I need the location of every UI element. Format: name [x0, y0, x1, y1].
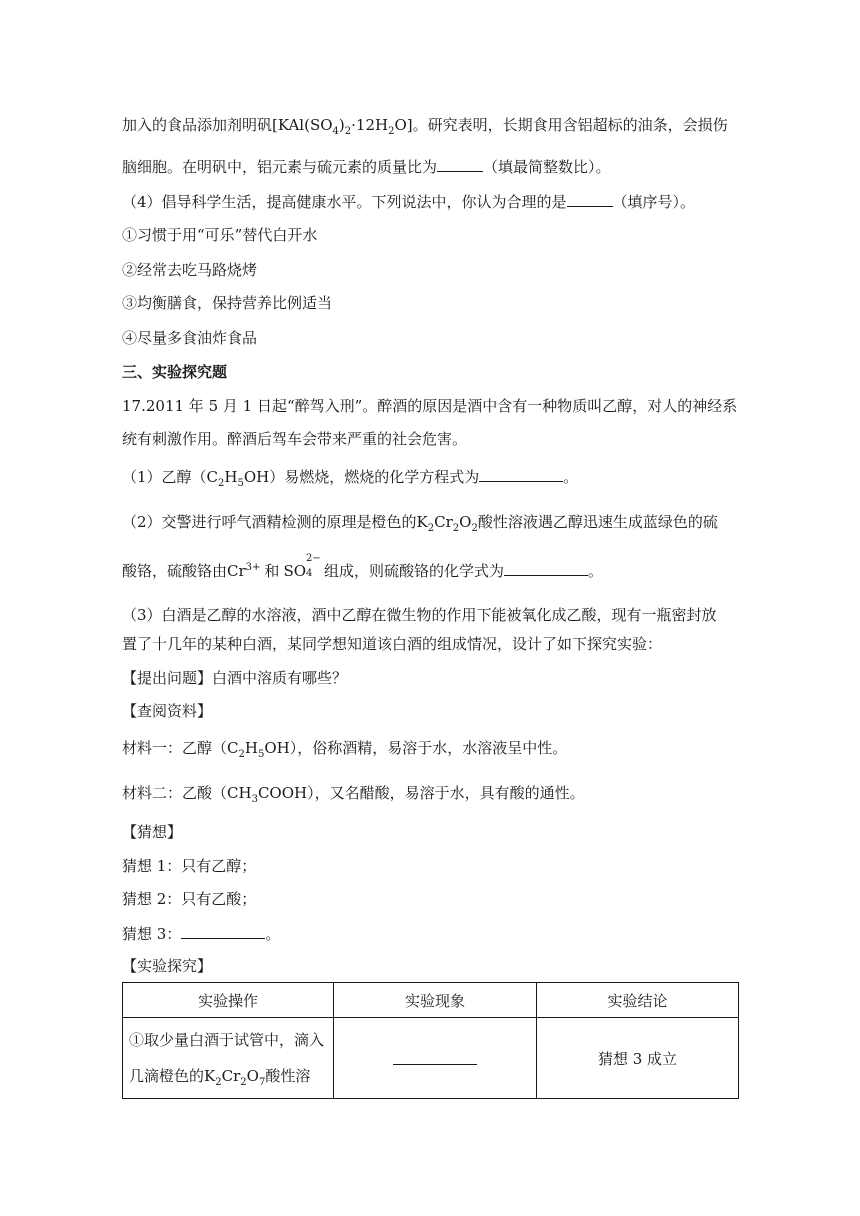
text-line-mass-ratio: 脑细胞。在明矾中，铝元素与硫元素的质量比为 （填最简整数比）。	[122, 155, 611, 178]
experiment-table	[122, 982, 739, 1099]
table-header: 实验结论	[537, 983, 739, 1018]
ethanol-formula: $C_2H_5OH$	[206, 468, 270, 489]
table-header-row	[123, 983, 739, 1018]
material-1: 材料一：乙醇$(C_2H_5OH)$，俗称酒精，易溶于水，水溶液呈中性。	[122, 739, 568, 760]
question-17-part3-line1: （3）白酒是乙醇的水溶液，酒中乙醇在微生物的作用下能被氧化成乙酸，现有一瓶密封放	[122, 606, 717, 624]
option-1: ①习惯于用“可乐”替代白开水	[122, 226, 318, 244]
option-3: ③均衡膳食，保持营养比例适当	[122, 294, 333, 312]
dichromate-formula: $K_2Cr_2O_2$	[416, 513, 478, 534]
table-header: 实验现象	[334, 983, 537, 1018]
guess-2: 猜想 2：只有乙酸；	[122, 890, 257, 908]
heading-ask: 【提出问题】白酒中溶质有哪些？	[122, 669, 348, 687]
acetic-acid-formula: $CH_3COOH$	[227, 784, 308, 805]
answer-blank[interactable]	[437, 155, 483, 172]
text-segment: 加入的食品添加剂明矾	[122, 116, 273, 134]
question-17-part2-line1: （2）交警进行呼气酒精检测的原理是橙色的$K_2Cr_2O_2$酸性溶液遇乙醇迅速生成蓝绿色的硫	[122, 513, 718, 534]
guess-1: 猜想 1：只有乙醇；	[122, 857, 257, 875]
section-heading: 三、实验探究题	[122, 363, 228, 381]
guess-3: 猜想 3： 。	[122, 922, 280, 945]
material-2: 材料二：乙酸$(CH_3COOH)$，又名醋酸，易溶于水，具有酸的通性。	[122, 784, 585, 805]
question-17-part1: （1）乙醇$(C_2H_5OH)$易燃烧，燃烧的化学方程式为 。	[122, 465, 578, 488]
question-4: （4）倡导科学生活，提高健康水平。下列说法中，你认为合理的是 （填序号）。	[122, 190, 695, 213]
table-cell-phenomenon	[334, 1018, 537, 1099]
option-4: ④尽量多食油炸食品	[122, 329, 258, 347]
heading-guess: 【猜想】	[122, 823, 183, 841]
question-17-line1: 17.2011 年 5 月 1 日起“醉驾入刑”。醉酒的原因是酒中含有一种物质叫乙醇，对人的神经系	[122, 397, 738, 415]
sulfate-ion: SO 2− 4	[283, 553, 321, 580]
table-cell-operation: ①取少量白酒于试管中，滴入 几滴橙色的$K_2Cr_2O_7$酸性溶	[123, 1018, 334, 1099]
alum-formula: $[KAl(SO_4)_2\cdot 12H_2O]$	[272, 116, 413, 137]
answer-blank[interactable]	[393, 1048, 477, 1065]
heading-reference: 【查阅资料】	[122, 702, 213, 720]
table-header: 实验操作	[123, 983, 334, 1018]
dichromate-formula: $K_2Cr_2O_7$	[204, 1067, 266, 1088]
text-segment: 。研究表明，长期食用含铝超标的油条，会损伤	[412, 116, 728, 134]
question-17-line2: 统有刺激作用。醉酒后驾车会带来严重的社会危害。	[122, 430, 468, 448]
answer-blank[interactable]	[567, 190, 613, 207]
ethanol-formula: $C_2H_5OH$	[227, 739, 290, 760]
answer-blank[interactable]	[504, 559, 588, 576]
heading-explore: 【实验探究】	[122, 957, 213, 975]
answer-blank[interactable]	[479, 465, 563, 482]
answer-blank[interactable]	[181, 922, 265, 939]
option-2: ②经常去吃马路烧烤	[122, 261, 258, 279]
question-17-part3-line2: 置了十几年的某种白酒，某同学想知道该白酒的组成情况，设计了如下探究实验：	[122, 635, 663, 653]
text-line-alum	[122, 114, 728, 136]
chromium-ion: $Cr^{3+}$	[227, 562, 261, 580]
table-cell-conclusion: 猜想 3 成立	[537, 1018, 739, 1099]
question-17-part2-line2: 酸铬，硫酸铬由$Cr^{3+}$ 和 SO 2− 4 组成，则硫酸铬的化学式为 。	[122, 553, 604, 580]
table-row	[123, 1018, 739, 1099]
